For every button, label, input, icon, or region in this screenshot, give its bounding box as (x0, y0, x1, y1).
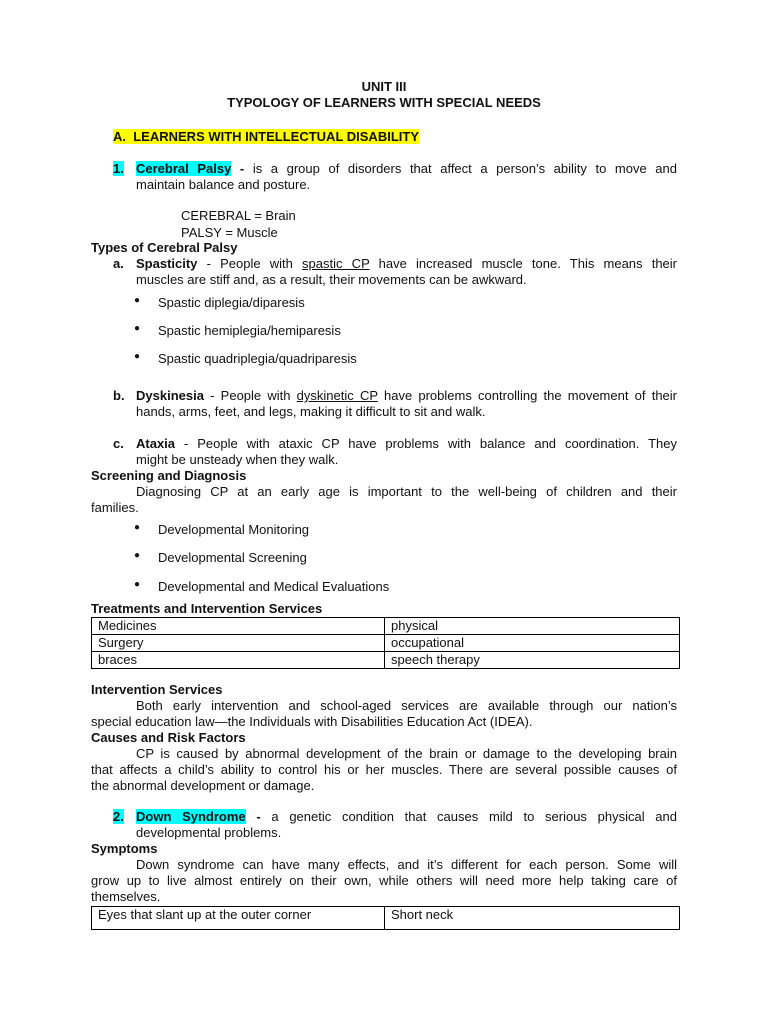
type-b-line1: Dyskinesia - People with dyskinetic CP have problems controlling the movement of their (136, 388, 677, 403)
bullet-icon: ● (134, 323, 141, 334)
item2-number: 2. (113, 809, 124, 824)
screening-heading: Screening and Diagnosis (91, 468, 247, 483)
list-item: ● Developmental and Medical Evaluations (134, 579, 390, 594)
types-heading: Types of Cerebral Palsy (91, 240, 238, 255)
table-cell: Surgery (92, 635, 385, 652)
page-title: TYPOLOGY OF LEARNERS WITH SPECIAL NEEDS (227, 95, 541, 110)
bullet-icon: ● (134, 579, 141, 590)
item1-term: Cerebral Palsy (136, 161, 232, 176)
type-c-line1: Ataxia - People with ataxic CP have problems with balance and coordination. They (136, 436, 677, 451)
section-a-title: LEARNERS WITH INTELLECTUAL DISABILITY (133, 129, 419, 144)
treatments-table (91, 617, 680, 669)
causes-line3: the abnormal development or damage. (91, 778, 315, 793)
screening-line2: families. (91, 500, 139, 515)
treatments-heading: Treatments and Intervention Services (91, 601, 323, 616)
type-c-label: c. (113, 436, 124, 451)
intervention-heading: Intervention Services (91, 682, 223, 697)
table-row (92, 652, 680, 669)
type-a-term: Spasticity (136, 256, 198, 271)
symptoms-table (91, 906, 680, 930)
list-item: ● Developmental Monitoring (134, 522, 310, 537)
item1-etymology-cerebral: CEREBRAL = Brain (181, 208, 296, 223)
type-c-term: Ataxia (136, 436, 176, 451)
table-cell: Eyes that slant up at the outer corner (92, 907, 385, 930)
list-item: ● Spastic quadriplegia/quadriparesis (134, 351, 357, 366)
table-row (92, 618, 680, 635)
type-b-line2: hands, arms, feet, and legs, making it difficult to sit and walk. (136, 404, 486, 419)
item1-number: 1. (113, 161, 124, 176)
symptoms-line2: grow up to live almost entirely on their own, while others will need more help taking care of (91, 873, 677, 888)
bullet-icon: ● (134, 295, 141, 306)
causes-line2: that affects a child’s ability to control his or her muscles. There are several possible causes of (91, 762, 677, 777)
symptoms-line1: Down syndrome can have many effects, and it’s different for each person. Some will (136, 857, 677, 872)
unit-label: UNIT III (361, 79, 407, 94)
item1-etymology-palsy: PALSY = Muscle (181, 225, 278, 240)
causes-heading: Causes and Risk Factors (91, 730, 246, 745)
type-a-line1: Spasticity - People with spastic CP have increased muscle tone. This means their (136, 256, 677, 271)
table-cell: Short neck (385, 907, 680, 930)
item2-term: Down Syndrome (136, 809, 246, 824)
section-a-heading (113, 129, 419, 144)
table-row (92, 907, 680, 930)
table-cell: speech therapy (385, 652, 680, 669)
list-item: ● Developmental Screening (134, 550, 307, 565)
type-b-label: b. (113, 388, 125, 403)
type-a-label: a. (113, 256, 124, 271)
table-cell: Medicines (92, 618, 385, 635)
list-item: ● Spastic diplegia/diparesis (134, 295, 305, 310)
spastic-cp-link[interactable]: spastic CP (302, 256, 370, 271)
table-cell: braces (92, 652, 385, 669)
symptoms-line3: themselves. (91, 889, 161, 904)
item2-definition-line2: developmental problems. (136, 825, 282, 840)
intervention-line1: Both early intervention and school-aged services are available through our nation’s (136, 698, 677, 713)
bullet-icon: ● (134, 351, 141, 362)
item1-definition-line2: maintain balance and posture. (136, 177, 311, 192)
section-a-label: A. (113, 129, 126, 144)
item2-definition-line1: Down Syndrome - a genetic condition that causes mild to serious physical and (136, 809, 677, 824)
causes-line1: CP is caused by abnormal development of the brain or damage to the developing brain (136, 746, 677, 761)
item1-definition-line1: Cerebral Palsy - is a group of disorders that affect a person’s ability to move and (136, 161, 677, 176)
list-item: ● Spastic hemiplegia/hemiparesis (134, 323, 341, 338)
symptoms-heading: Symptoms (91, 841, 158, 856)
type-b-term: Dyskinesia (136, 388, 204, 403)
dyskinetic-cp-link[interactable]: dyskinetic CP (296, 388, 378, 403)
bullet-icon: ● (134, 522, 141, 533)
bullet-icon: ● (134, 550, 141, 561)
type-a-line2: muscles are stiff and, as a result, their movements can be awkward. (136, 272, 527, 287)
screening-line1: Diagnosing CP at an early age is important to the well-being of children and their (136, 484, 677, 499)
intervention-line2: special education law—the Individuals with Disabilities Education Act (IDEA). (91, 714, 533, 729)
type-c-line2: might be unsteady when they walk. (136, 452, 339, 467)
table-cell: physical (385, 618, 680, 635)
table-cell: occupational (385, 635, 680, 652)
table-row (92, 635, 680, 652)
